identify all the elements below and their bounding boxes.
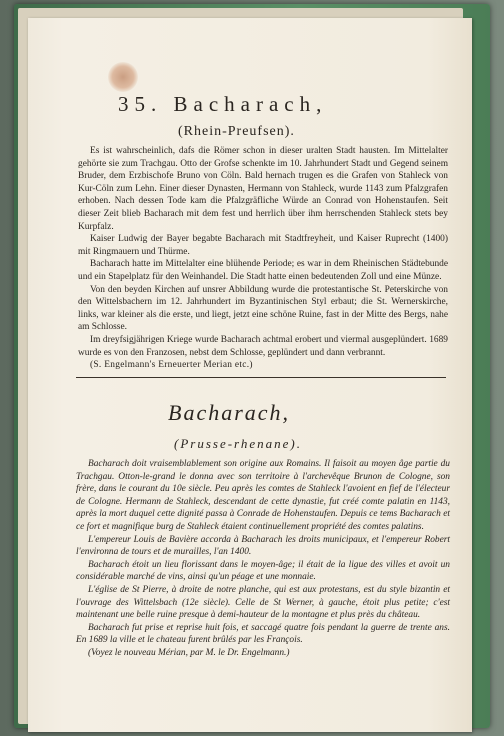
german-credit: (S. Engelmann's Erneuerter Merian etc.): [90, 360, 253, 371]
french-paragraph: Bacharach étoit un lieu florissant dans le moyen-âge; il était de la ligue des villes et avoit un considérable marché de vins, ainsi qu'un péage et une monnaie.: [76, 559, 450, 583]
german-paragraph: Im dreyfsigjährigen Kriege wurde Bacharach achtmal erobert und viermal ausgeplündert. 1689 wurde es von den Franzosen, nebst dem Schlosse, geplündert und dann verbrannt.: [78, 334, 448, 358]
german-paragraph: Es ist wahrscheinlich, dafs die Römer schon in dieser uralten Stadt hausten. Im Mittelalter gehörte sie zum Trachgau. Otto der Grofse schenkte im 10. Jahrhundert Stadt und Gegend seinem Bruder, dem Erzbischofe Bruno von Cöln. Bald hernach trugen es die Grafen von Stahleck von Kur-Cöln zum Lehn. Einer dieser Dynasten, Hermann von Stahleck, wurde 1143 zum Pfalzgrafen erhoben. Nach dessen Tode kam die Pfalzgräfliche Würde an Conrad von Hohenstaufen. Seit dieser Zeit blieb Bacharach mit dem fest und herrlich über ihm herrschenden Stahleck stets bey Kurpfalz.: [78, 146, 448, 232]
french-paragraph: L'empereur Louis de Bavière accorda à Bacharach les droits municipaux, et l'empereur Robert l'environna de tours et de murailles, l'an 1400.: [76, 534, 450, 558]
page-edges: [18, 8, 463, 724]
french-subtitle: (Prusse-rhenane).: [174, 436, 302, 451]
book-page: [28, 18, 472, 732]
french-paragraph: Bacharach doit vraisemblablement son origine aux Romains. Il faisoit au moyen âge partie du Trachgau. Otton-le-grand le donna avec son territoire à l'archevêque Brunon de Cologne, son frère, dans le courant du 10e siècle. Peu après les comtes de Stahleck l'avoient en fief de l'électeur de Cologne. Hermann de Stahleck, descendant de cette dynastie, fut créé comte palatin en 1143, après la mort duquel cette dignité passa à Conrade de Hohenstaufen. Depuis ce tems Bacharach et ce fort et magnifique burg de Stahleck étaient continuellement propriété des comtes palatins.: [76, 459, 450, 532]
french-body: [76, 458, 450, 660]
french-title: Bacharach,: [168, 400, 291, 425]
foxing-stain: [108, 62, 138, 92]
german-title: 35. Bacharach,: [118, 92, 328, 116]
french-paragraph: L'église de St Pierre, à droite de notre planche, qui est aux protestans, est du style bizantin et l'ouvrage des Wittelsbach (12e siècle). Celle de St Werner, à gauche, étoit plus petite; c'est maintenant une belle ruine presque à demi-hauteur de la montagne et plus près du château.: [76, 584, 450, 621]
section-divider: [76, 377, 446, 378]
french-paragraph: Bacharach fut prise et reprise huit fois, et saccagé quatre fois pendant la guerre de trente ans. En 1689 la ville et le chateau furent brûlés par les François.: [76, 622, 450, 646]
german-subtitle: (Rhein-Preufsen).: [178, 124, 295, 139]
german-paragraph: Kaiser Ludwig der Bayer begabte Bacharach mit Stadtfreyheit, und Kaiser Ruprecht (1400) mit Ringmauern und Thürme.: [78, 234, 448, 257]
german-body: [78, 145, 448, 372]
german-paragraph: Bacharach hatte im Mittelalter eine blühende Periode; es war in dem Rheinischen Städtebunde und ein Stapelplatz für den Weinhandel. Die Stadt hatte einen bedeutenden Zoll und eine Münze.: [78, 259, 448, 282]
french-credit: (Voyez le nouveau Mérian, par M. le Dr. Engelmann.): [88, 647, 290, 658]
german-paragraph: Von den beyden Kirchen auf unsrer Abbildung wurde die protestantische St. Peterskirche von den Wittelsbachern im 12. Jahrhundert im Byzantinischen Styl erbaut; die St. Wernerskirche, links, war kleiner als die erste, und liegt, jetzt eine schöne Ruine, fast in der Mitte des Bergs, nahe am Schlosse.: [78, 284, 448, 333]
